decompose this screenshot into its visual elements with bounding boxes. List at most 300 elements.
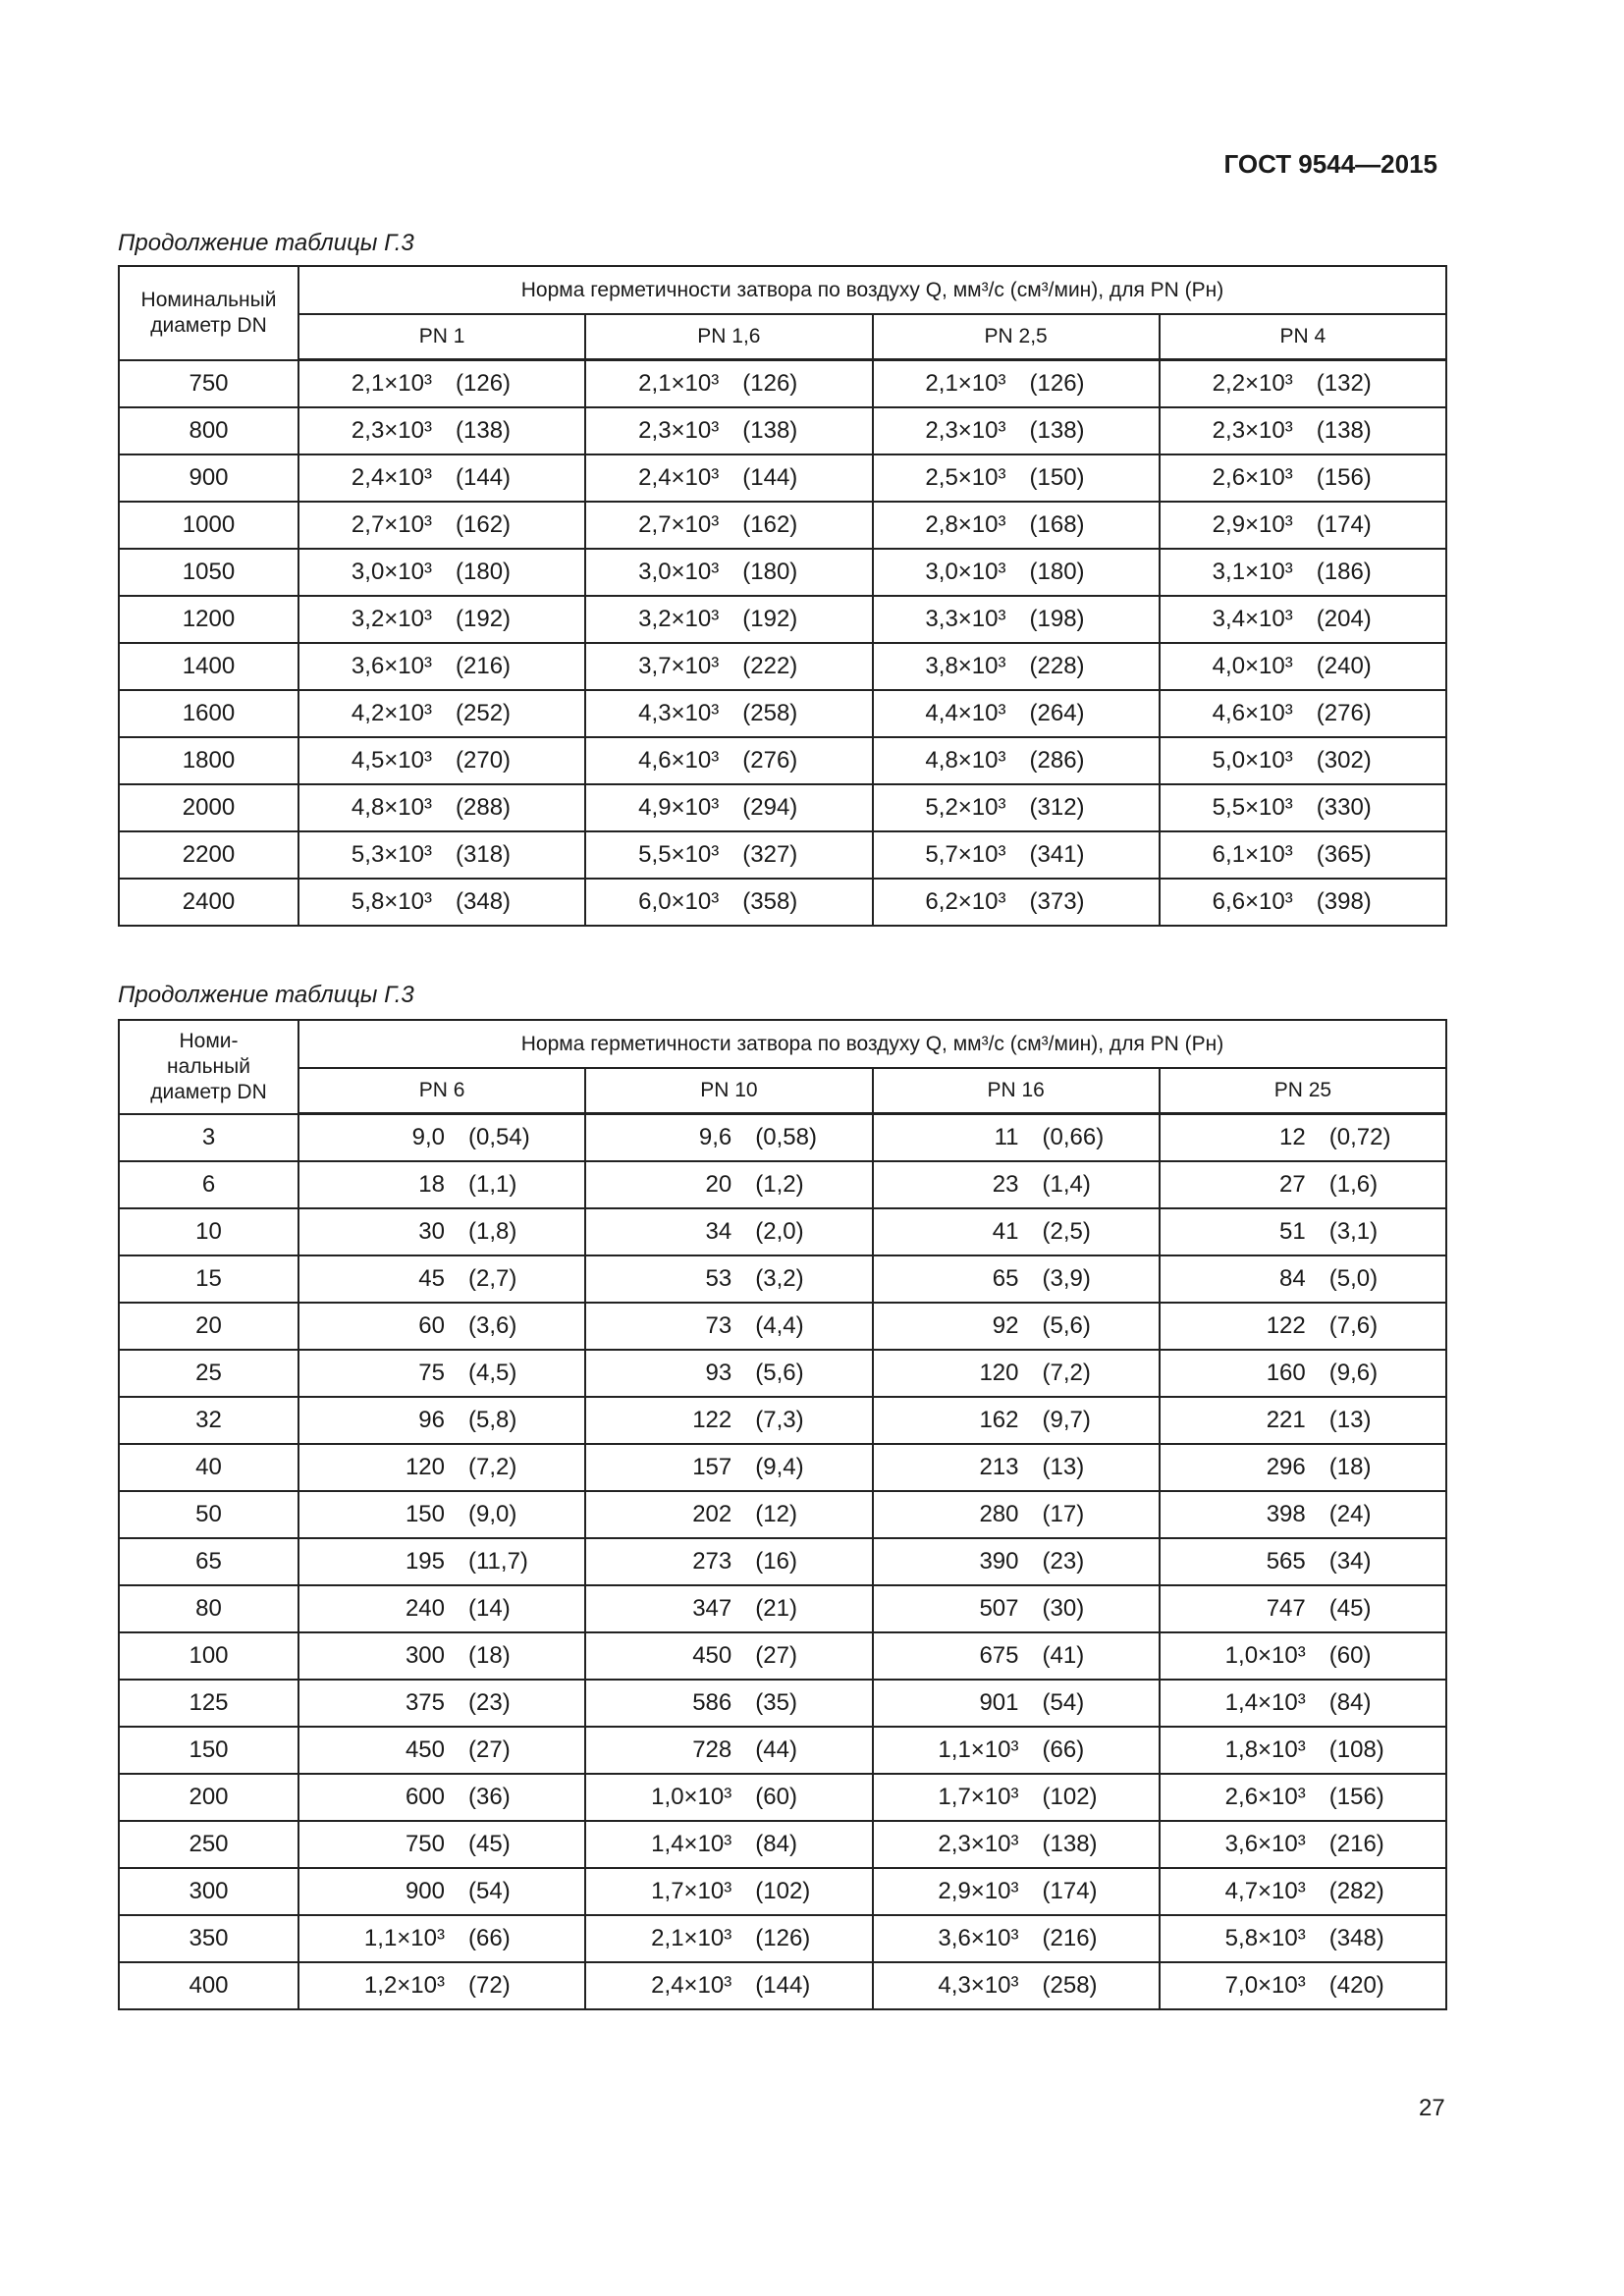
leak-rate-cm3-per-min: (21) — [755, 1594, 797, 1622]
leak-rate-cm3-per-min: (348) — [1328, 1924, 1384, 1951]
leak-rate-cell — [873, 1632, 1160, 1680]
leak-rate-mm3-per-s: 1,4×10³ — [1224, 1688, 1306, 1716]
leak-rate-cell — [873, 454, 1160, 502]
leak-rate-cell — [585, 643, 872, 690]
leak-rate-cm3-per-min: (373) — [1029, 887, 1085, 915]
leak-rate-cm3-per-min: (54) — [1042, 1688, 1085, 1716]
dn-cell: 300 — [119, 1868, 298, 1915]
leak-rate-cell — [1160, 1208, 1446, 1255]
leak-rate-cm3-per-min: (204) — [1316, 605, 1372, 632]
leak-rate-cm3-per-min: (24) — [1328, 1500, 1372, 1527]
leak-rate-cell — [1160, 879, 1446, 926]
table-row — [119, 1962, 1446, 2009]
leak-rate-cm3-per-min: (0,54) — [468, 1123, 530, 1150]
leak-rate-cell — [1160, 690, 1446, 737]
leak-rate-cell — [298, 360, 585, 407]
leak-rate-mm3-per-s: 3,7×10³ — [638, 652, 720, 679]
leak-rate-cm3-per-min: (9,4) — [755, 1453, 804, 1480]
table-row — [119, 1114, 1446, 1161]
leak-rate-cell — [1160, 1821, 1446, 1868]
leak-rate-mm3-per-s: 4,3×10³ — [638, 699, 720, 726]
leak-rate-cm3-per-min: (72) — [468, 1971, 511, 1999]
leak-rate-cm3-per-min: (5,6) — [1042, 1311, 1091, 1339]
leak-rate-cell — [873, 879, 1160, 926]
leak-rate-cell — [1160, 1774, 1446, 1821]
table-row — [119, 502, 1446, 549]
leak-rate-cm3-per-min: (312) — [1029, 793, 1085, 821]
leak-rate-mm3-per-s: 120 — [405, 1453, 445, 1480]
dn-cell: 250 — [119, 1821, 298, 1868]
leak-rate-cm3-per-min: (252) — [456, 699, 512, 726]
table-row — [119, 1255, 1446, 1303]
leak-rate-cm3-per-min: (12) — [755, 1500, 797, 1527]
leak-rate-cm3-per-min: (4,5) — [468, 1359, 517, 1386]
leak-rate-cm3-per-min: (276) — [742, 746, 798, 774]
leak-rate-mm3-per-s: 9,6 — [698, 1123, 732, 1150]
leak-rate-cm3-per-min: (1,2) — [755, 1170, 804, 1198]
leak-rate-cm3-per-min: (132) — [1316, 369, 1372, 397]
pn-column-header: PN 16 — [873, 1068, 1160, 1114]
dn-cell: 900 — [119, 454, 298, 502]
leak-rate-mm3-per-s: 375 — [405, 1688, 445, 1716]
leak-rate-cm3-per-min: (228) — [1029, 652, 1085, 679]
dn-cell: 40 — [119, 1444, 298, 1491]
leak-rate-cm3-per-min: (341) — [1029, 840, 1085, 868]
table-row — [119, 831, 1446, 879]
leak-rate-cell — [873, 1915, 1160, 1962]
leak-rate-cm3-per-min: (66) — [468, 1924, 511, 1951]
leak-rate-cell — [585, 737, 872, 784]
leak-rate-cm3-per-min: (294) — [742, 793, 798, 821]
leak-rate-cell — [298, 1632, 585, 1680]
leak-rate-cm3-per-min: (138) — [456, 416, 512, 444]
table-caption: Продолжение таблицы Г.3 — [118, 982, 414, 1008]
table-row — [119, 407, 1446, 454]
leak-rate-cell — [1160, 596, 1446, 643]
leak-rate-cm3-per-min: (14) — [468, 1594, 511, 1622]
leak-rate-mm3-per-s: 2,4×10³ — [651, 1971, 732, 1999]
leak-rate-cm3-per-min: (2,5) — [1042, 1217, 1091, 1245]
leak-rate-mm3-per-s: 27 — [1279, 1170, 1306, 1198]
leak-rate-group-header: Норма герметичности затвора по воздуху Q, мм³/с (см³/мин), для PN (Pн) — [298, 1020, 1446, 1068]
leak-rate-cm3-per-min: (5,6) — [755, 1359, 804, 1386]
leak-rate-cell — [873, 1491, 1160, 1538]
leak-rate-mm3-per-s: 4,6×10³ — [1212, 699, 1293, 726]
leak-rate-cm3-per-min: (102) — [1042, 1783, 1098, 1810]
leak-rate-cm3-per-min: (126) — [755, 1924, 811, 1951]
leak-rate-mm3-per-s: 3,6×10³ — [938, 1924, 1019, 1951]
leak-rate-mm3-per-s: 2,4×10³ — [638, 463, 720, 491]
leak-rate-cm3-per-min: (144) — [456, 463, 512, 491]
dn-cell: 800 — [119, 407, 298, 454]
leak-rate-cell — [873, 1161, 1160, 1208]
leak-rate-mm3-per-s: 157 — [692, 1453, 732, 1480]
dn-cell: 10 — [119, 1208, 298, 1255]
leak-rate-cell — [298, 1774, 585, 1821]
leak-rate-mm3-per-s: 4,5×10³ — [351, 746, 432, 774]
dn-cell: 2400 — [119, 879, 298, 926]
dn-cell: 25 — [119, 1350, 298, 1397]
leak-rate-mm3-per-s: 2,3×10³ — [925, 416, 1006, 444]
table-row — [119, 879, 1446, 926]
leak-rate-cm3-per-min: (84) — [755, 1830, 797, 1857]
leak-rate-cm3-per-min: (288) — [456, 793, 512, 821]
leak-rate-cm3-per-min: (9,7) — [1042, 1406, 1091, 1433]
leak-rate-mm3-per-s: 5,8×10³ — [351, 887, 432, 915]
leak-rate-cm3-per-min: (144) — [755, 1971, 811, 1999]
leak-rate-mm3-per-s: 12 — [1279, 1123, 1306, 1150]
leak-rate-mm3-per-s: 4,4×10³ — [925, 699, 1006, 726]
leak-rate-cm3-per-min: (258) — [1042, 1971, 1098, 1999]
leak-rate-cell — [873, 1444, 1160, 1491]
leak-rate-mm3-per-s: 3,0×10³ — [925, 558, 1006, 585]
dn-cell: 3 — [119, 1114, 298, 1161]
dn-cell: 1050 — [119, 549, 298, 596]
dn-cell: 2000 — [119, 784, 298, 831]
standard-code: ГОСТ 9544—2015 — [1223, 149, 1437, 179]
dn-cell: 1200 — [119, 596, 298, 643]
leak-rate-cell — [1160, 1962, 1446, 2009]
leak-rate-mm3-per-s: 1,4×10³ — [651, 1830, 732, 1857]
dn-cell: 2200 — [119, 831, 298, 879]
leak-rate-cell — [1160, 1444, 1446, 1491]
leak-rate-cell — [298, 1585, 585, 1632]
leak-rate-cell — [1160, 1680, 1446, 1727]
leak-rate-cm3-per-min: (3,2) — [755, 1264, 804, 1292]
leak-rate-cell — [585, 1303, 872, 1350]
leak-rate-cell — [873, 1774, 1160, 1821]
leak-rate-cm3-per-min: (7,6) — [1328, 1311, 1379, 1339]
leak-rate-cm3-per-min: (1,4) — [1042, 1170, 1091, 1198]
leak-rate-cm3-per-min: (54) — [468, 1877, 511, 1904]
leak-rate-mm3-per-s: 2,7×10³ — [638, 510, 720, 538]
leak-rate-mm3-per-s: 160 — [1266, 1359, 1306, 1386]
table-row — [119, 643, 1446, 690]
dn-cell: 50 — [119, 1491, 298, 1538]
leak-rate-cm3-per-min: (35) — [755, 1688, 797, 1716]
leak-rate-cm3-per-min: (60) — [1328, 1641, 1372, 1669]
leak-rate-mm3-per-s: 3,3×10³ — [925, 605, 1006, 632]
leak-rate-cell — [873, 1350, 1160, 1397]
leak-rate-mm3-per-s: 901 — [979, 1688, 1019, 1716]
leak-rate-mm3-per-s: 122 — [1266, 1311, 1306, 1339]
leak-rate-cell — [873, 407, 1160, 454]
leak-rate-cell — [873, 1208, 1160, 1255]
table-row — [119, 1161, 1446, 1208]
leak-rate-cm3-per-min: (264) — [1029, 699, 1085, 726]
leak-rate-cell — [298, 1680, 585, 1727]
leak-rate-cm3-per-min: (11,7) — [468, 1547, 528, 1575]
leak-rate-cell — [298, 454, 585, 502]
leak-rate-cell — [1160, 502, 1446, 549]
leak-rate-mm3-per-s: 2,1×10³ — [351, 369, 432, 397]
leak-rate-cm3-per-min: (198) — [1029, 605, 1085, 632]
leak-rate-cell — [1160, 1255, 1446, 1303]
table-row — [119, 1538, 1446, 1585]
leak-rate-cell — [1160, 1491, 1446, 1538]
table-row — [119, 1350, 1446, 1397]
leak-rate-mm3-per-s: 6,1×10³ — [1212, 840, 1293, 868]
leak-rate-cm3-per-min: (126) — [456, 369, 512, 397]
leak-rate-cell — [298, 1444, 585, 1491]
dn-header-line: Номинальный — [140, 288, 277, 311]
leak-rate-cm3-per-min: (3,9) — [1042, 1264, 1091, 1292]
leak-rate-cell — [298, 1350, 585, 1397]
dn-cell: 65 — [119, 1538, 298, 1585]
leak-rate-cell — [298, 1255, 585, 1303]
leak-rate-mm3-per-s: 280 — [979, 1500, 1019, 1527]
dn-cell: 32 — [119, 1397, 298, 1444]
leak-rate-cm3-per-min: (16) — [755, 1547, 797, 1575]
leak-rate-mm3-per-s: 6,0×10³ — [638, 887, 720, 915]
dn-cell: 1000 — [119, 502, 298, 549]
leak-rate-cm3-per-min: (27) — [755, 1641, 797, 1669]
dn-cell: 125 — [119, 1680, 298, 1727]
leak-rate-cell — [298, 1491, 585, 1538]
leak-rate-mm3-per-s: 2,6×10³ — [1224, 1783, 1306, 1810]
leak-rate-cm3-per-min: (23) — [1042, 1547, 1085, 1575]
leak-rate-cm3-per-min: (327) — [742, 840, 798, 868]
leak-rate-cell — [298, 407, 585, 454]
leak-rate-mm3-per-s: 2,4×10³ — [351, 463, 432, 491]
pn-column-header: PN 1 — [298, 314, 585, 360]
leak-rate-mm3-per-s: 300 — [405, 1641, 445, 1669]
leak-rate-mm3-per-s: 4,2×10³ — [351, 699, 432, 726]
leak-rate-cm3-per-min: (2,7) — [468, 1264, 517, 1292]
table-row — [119, 1397, 1446, 1444]
leak-rate-cell — [873, 1255, 1160, 1303]
leak-rate-cell — [585, 1208, 872, 1255]
leak-rate-mm3-per-s: 450 — [692, 1641, 732, 1669]
leak-rate-mm3-per-s: 296 — [1266, 1453, 1306, 1480]
leak-rate-mm3-per-s: 195 — [405, 1547, 445, 1575]
leak-rate-table-pn1-pn4 — [118, 265, 1447, 927]
leak-rate-mm3-per-s: 5,0×10³ — [1212, 746, 1293, 774]
leak-rate-mm3-per-s: 900 — [405, 1877, 445, 1904]
leak-rate-mm3-per-s: 202 — [692, 1500, 732, 1527]
leak-rate-cell — [298, 1208, 585, 1255]
leak-rate-mm3-per-s: 45 — [418, 1264, 445, 1292]
leak-rate-mm3-per-s: 2,9×10³ — [1212, 510, 1293, 538]
leak-rate-cm3-per-min: (41) — [1042, 1641, 1085, 1669]
leak-rate-cell — [585, 879, 872, 926]
leak-rate-mm3-per-s: 2,3×10³ — [938, 1830, 1019, 1857]
leak-rate-cm3-per-min: (398) — [1316, 887, 1372, 915]
leak-rate-cell — [585, 690, 872, 737]
leak-rate-mm3-per-s: 4,9×10³ — [638, 793, 720, 821]
leak-rate-cm3-per-min: (126) — [1029, 369, 1085, 397]
leak-rate-cell — [1160, 1161, 1446, 1208]
leak-rate-cm3-per-min: (108) — [1328, 1735, 1384, 1763]
table-row — [119, 1303, 1446, 1350]
leak-rate-table-pn6-pn25 — [118, 1019, 1447, 2010]
table-row — [119, 1491, 1446, 1538]
pn-column-header: PN 25 — [1160, 1068, 1446, 1114]
leak-rate-cell — [585, 1585, 872, 1632]
leak-rate-cell — [873, 1303, 1160, 1350]
leak-rate-cell — [585, 1962, 872, 2009]
pn-column-header: PN 1,6 — [585, 314, 872, 360]
leak-rate-cm3-per-min: (156) — [1316, 463, 1372, 491]
leak-rate-cm3-per-min: (162) — [742, 510, 798, 538]
leak-rate-mm3-per-s: 450 — [405, 1735, 445, 1763]
table-row — [119, 1444, 1446, 1491]
leak-rate-cell — [873, 831, 1160, 879]
leak-rate-mm3-per-s: 347 — [692, 1594, 732, 1622]
leak-rate-cell — [1160, 1303, 1446, 1350]
leak-rate-cm3-per-min: (162) — [456, 510, 512, 538]
leak-rate-mm3-per-s: 2,3×10³ — [351, 416, 432, 444]
leak-rate-mm3-per-s: 728 — [692, 1735, 732, 1763]
leak-rate-cm3-per-min: (138) — [1029, 416, 1085, 444]
leak-rate-cm3-per-min: (192) — [742, 605, 798, 632]
leak-rate-cell — [873, 549, 1160, 596]
leak-rate-cell — [873, 1868, 1160, 1915]
leak-rate-cell — [585, 1680, 872, 1727]
leak-rate-mm3-per-s: 1,8×10³ — [1224, 1735, 1306, 1763]
dn-cell: 1800 — [119, 737, 298, 784]
leak-rate-cell — [1160, 643, 1446, 690]
leak-rate-group-header: Норма герметичности затвора по воздуху Q, мм³/с (см³/мин), для PN (Pн) — [298, 266, 1446, 314]
leak-rate-cell — [298, 831, 585, 879]
leak-rate-mm3-per-s: 1,2×10³ — [363, 1971, 445, 1999]
leak-rate-cm3-per-min: (186) — [1316, 558, 1372, 585]
leak-rate-cell — [585, 1255, 872, 1303]
leak-rate-cm3-per-min: (1,6) — [1328, 1170, 1379, 1198]
table-row — [119, 737, 1446, 784]
leak-rate-cm3-per-min: (348) — [456, 887, 512, 915]
leak-rate-mm3-per-s: 3,8×10³ — [925, 652, 1006, 679]
leak-rate-cell — [585, 1632, 872, 1680]
dn-cell: 20 — [119, 1303, 298, 1350]
pn-column-header: PN 10 — [585, 1068, 872, 1114]
leak-rate-cell — [585, 1868, 872, 1915]
leak-rate-cm3-per-min: (282) — [1328, 1877, 1384, 1904]
leak-rate-cell — [585, 407, 872, 454]
leak-rate-mm3-per-s: 41 — [992, 1217, 1019, 1245]
leak-rate-mm3-per-s: 675 — [979, 1641, 1019, 1669]
leak-rate-cm3-per-min: (168) — [1029, 510, 1085, 538]
dn-cell: 15 — [119, 1255, 298, 1303]
leak-rate-mm3-per-s: 120 — [979, 1359, 1019, 1386]
table-row — [119, 1727, 1446, 1774]
leak-rate-mm3-per-s: 3,0×10³ — [351, 558, 432, 585]
leak-rate-cell — [873, 596, 1160, 643]
leak-rate-mm3-per-s: 5,8×10³ — [1224, 1924, 1306, 1951]
leak-rate-mm3-per-s: 4,7×10³ — [1224, 1877, 1306, 1904]
leak-rate-mm3-per-s: 4,0×10³ — [1212, 652, 1293, 679]
leak-rate-mm3-per-s: 747 — [1266, 1594, 1306, 1622]
leak-rate-mm3-per-s: 221 — [1266, 1406, 1306, 1433]
leak-rate-mm3-per-s: 4,6×10³ — [638, 746, 720, 774]
leak-rate-cell — [1160, 784, 1446, 831]
leak-rate-cell — [873, 1727, 1160, 1774]
leak-rate-cell — [1160, 360, 1446, 407]
leak-rate-cm3-per-min: (5,0) — [1328, 1264, 1379, 1292]
leak-rate-cm3-per-min: (144) — [742, 463, 798, 491]
dn-cell: 400 — [119, 1962, 298, 2009]
leak-rate-cm3-per-min: (126) — [742, 369, 798, 397]
dn-cell: 750 — [119, 360, 298, 407]
leak-rate-mm3-per-s: 3,4×10³ — [1212, 605, 1293, 632]
leak-rate-mm3-per-s: 2,3×10³ — [638, 416, 720, 444]
leak-rate-mm3-per-s: 3,1×10³ — [1212, 558, 1293, 585]
leak-rate-mm3-per-s: 1,1×10³ — [938, 1735, 1019, 1763]
leak-rate-mm3-per-s: 3,0×10³ — [638, 558, 720, 585]
leak-rate-cm3-per-min: (60) — [755, 1783, 797, 1810]
leak-rate-cell — [873, 1585, 1160, 1632]
leak-rate-mm3-per-s: 3,2×10³ — [638, 605, 720, 632]
leak-rate-cm3-per-min: (5,8) — [468, 1406, 517, 1433]
leak-rate-cell — [585, 502, 872, 549]
leak-rate-cm3-per-min: (420) — [1328, 1971, 1384, 1999]
leak-rate-mm3-per-s: 34 — [705, 1217, 732, 1245]
leak-rate-cm3-per-min: (7,2) — [1042, 1359, 1091, 1386]
leak-rate-mm3-per-s: 65 — [992, 1264, 1019, 1292]
leak-rate-cell — [873, 690, 1160, 737]
leak-rate-cell — [298, 1161, 585, 1208]
leak-rate-mm3-per-s: 507 — [979, 1594, 1019, 1622]
leak-rate-cm3-per-min: (0,58) — [755, 1123, 817, 1150]
leak-rate-cell — [298, 1303, 585, 1350]
leak-rate-cell — [298, 549, 585, 596]
leak-rate-cell — [585, 1161, 872, 1208]
leak-rate-cm3-per-min: (30) — [1042, 1594, 1085, 1622]
leak-rate-cm3-per-min: (180) — [1029, 558, 1085, 585]
leak-rate-cm3-per-min: (4,4) — [755, 1311, 804, 1339]
leak-rate-mm3-per-s: 586 — [692, 1688, 732, 1716]
leak-rate-cm3-per-min: (34) — [1328, 1547, 1372, 1575]
leak-rate-cell — [585, 596, 872, 643]
dn-cell: 150 — [119, 1727, 298, 1774]
leak-rate-cell — [298, 1915, 585, 1962]
leak-rate-mm3-per-s: 23 — [992, 1170, 1019, 1198]
leak-rate-cell — [585, 1491, 872, 1538]
table-row — [119, 1208, 1446, 1255]
table-row — [119, 549, 1446, 596]
leak-rate-mm3-per-s: 73 — [705, 1311, 732, 1339]
leak-rate-cm3-per-min: (7,2) — [468, 1453, 517, 1480]
leak-rate-cell — [1160, 1350, 1446, 1397]
leak-rate-cell — [873, 737, 1160, 784]
leak-rate-cm3-per-min: (7,3) — [755, 1406, 804, 1433]
leak-rate-cm3-per-min: (138) — [1316, 416, 1372, 444]
table-row — [119, 360, 1446, 407]
leak-rate-mm3-per-s: 150 — [405, 1500, 445, 1527]
leak-rate-cell — [1160, 737, 1446, 784]
leak-rate-cm3-per-min: (365) — [1316, 840, 1372, 868]
pn-column-header: PN 4 — [1160, 314, 1446, 360]
leak-rate-cell — [298, 1727, 585, 1774]
dn-cell: 1600 — [119, 690, 298, 737]
leak-rate-mm3-per-s: 18 — [418, 1170, 445, 1198]
page-number: 27 — [1419, 2095, 1445, 2121]
table-row — [119, 596, 1446, 643]
leak-rate-mm3-per-s: 6,2×10³ — [925, 887, 1006, 915]
leak-rate-mm3-per-s: 273 — [692, 1547, 732, 1575]
leak-rate-cell — [1160, 549, 1446, 596]
leak-rate-mm3-per-s: 84 — [1279, 1264, 1306, 1292]
leak-rate-cm3-per-min: (1,8) — [468, 1217, 517, 1245]
dn-cell: 350 — [119, 1915, 298, 1962]
leak-rate-cell — [1160, 454, 1446, 502]
leak-rate-mm3-per-s: 92 — [992, 1311, 1019, 1339]
leak-rate-cm3-per-min: (150) — [1029, 463, 1085, 491]
leak-rate-mm3-per-s: 3,6×10³ — [351, 652, 432, 679]
leak-rate-cell — [873, 360, 1160, 407]
table-row — [119, 1632, 1446, 1680]
leak-rate-cm3-per-min: (9,6) — [1328, 1359, 1379, 1386]
